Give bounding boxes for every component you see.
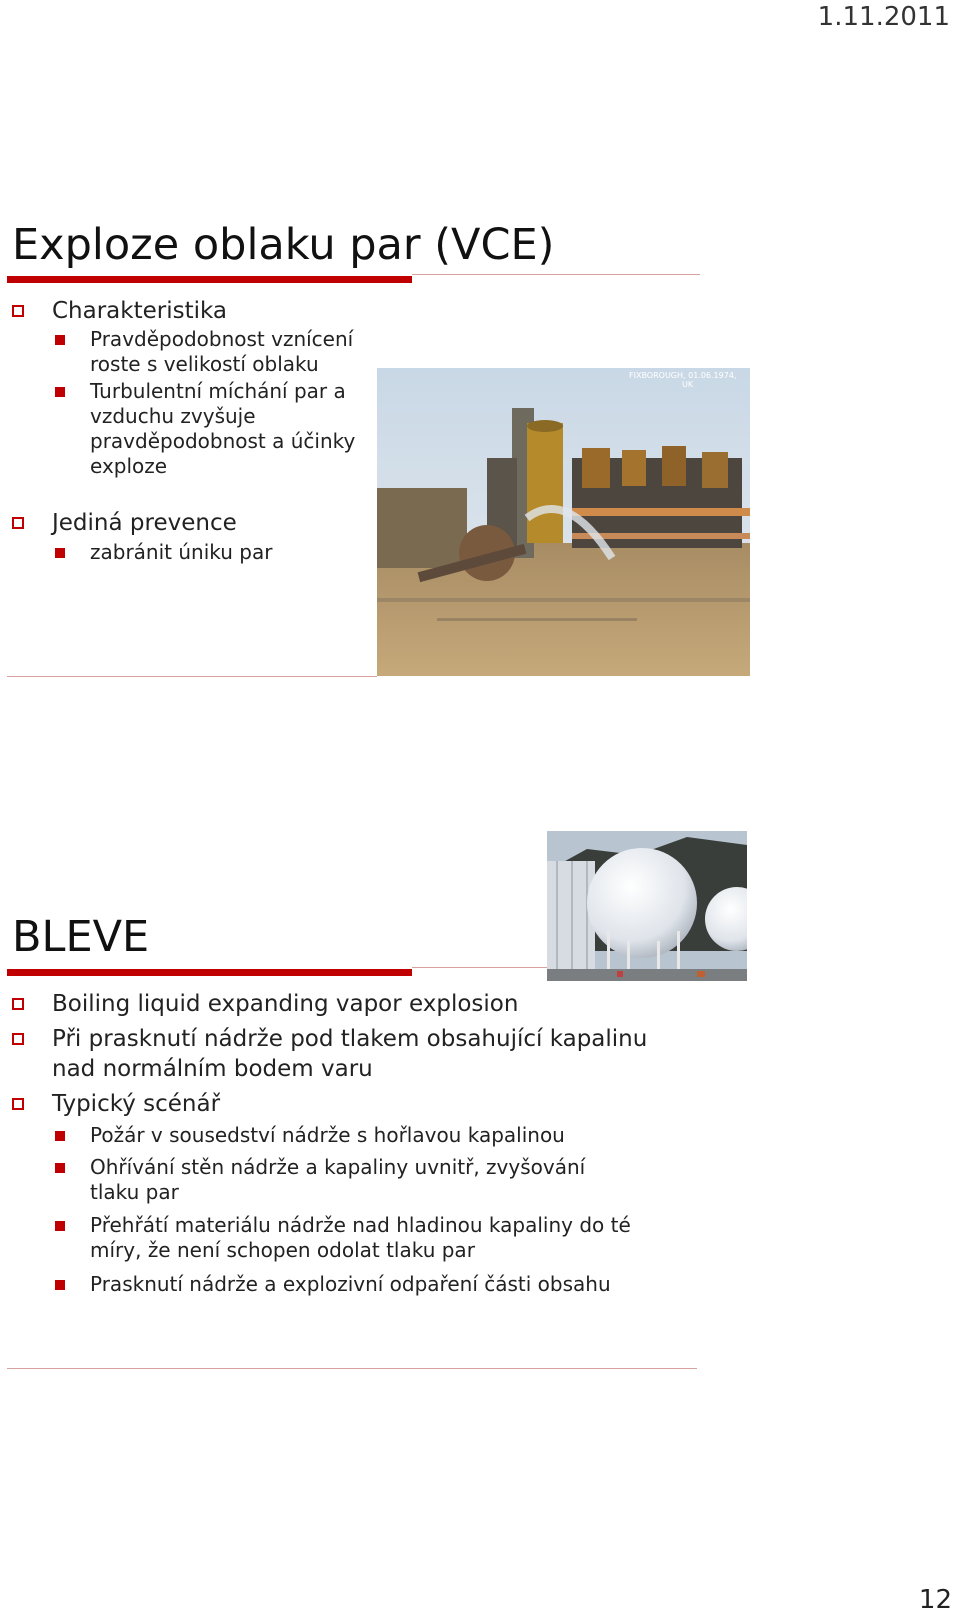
- filled-square-bullet-icon: [55, 335, 65, 345]
- hollow-square-bullet-icon: [12, 1098, 24, 1110]
- filled-square-bullet-icon: [55, 1163, 65, 1173]
- slide1-title-underline: [7, 276, 412, 283]
- photo-caption-line2: UK: [682, 380, 694, 389]
- filled-square-bullet-icon: [55, 1221, 65, 1231]
- slide2-bottom-rule: [7, 1368, 697, 1369]
- slide2-title-underline: [7, 969, 412, 976]
- slide1-title: Exploze oblaku par (VCE): [12, 220, 555, 270]
- filled-square-bullet-icon: [55, 387, 65, 397]
- filled-square-bullet-icon: [55, 548, 65, 558]
- hollow-square-bullet-icon: [12, 1033, 24, 1045]
- slide1-title-rule: [412, 274, 700, 275]
- filled-square-bullet-icon: [55, 1131, 65, 1141]
- slide2-title-rule: [412, 967, 547, 968]
- photo-caption-line1: FIXBOROUGH, 01.06.1974,: [629, 371, 737, 380]
- spherical-tanks-photo: [547, 831, 747, 981]
- slide1-bottom-rule: [7, 676, 377, 677]
- flixborough-explosion-photo: [377, 368, 750, 676]
- page-number: 12: [918, 1585, 952, 1615]
- document-date: 1.11.2011: [817, 2, 950, 32]
- hollow-square-bullet-icon: [12, 305, 24, 317]
- slide2-title: BLEVE: [12, 912, 150, 962]
- hollow-square-bullet-icon: [12, 517, 24, 529]
- hollow-square-bullet-icon: [12, 998, 24, 1010]
- filled-square-bullet-icon: [55, 1280, 65, 1290]
